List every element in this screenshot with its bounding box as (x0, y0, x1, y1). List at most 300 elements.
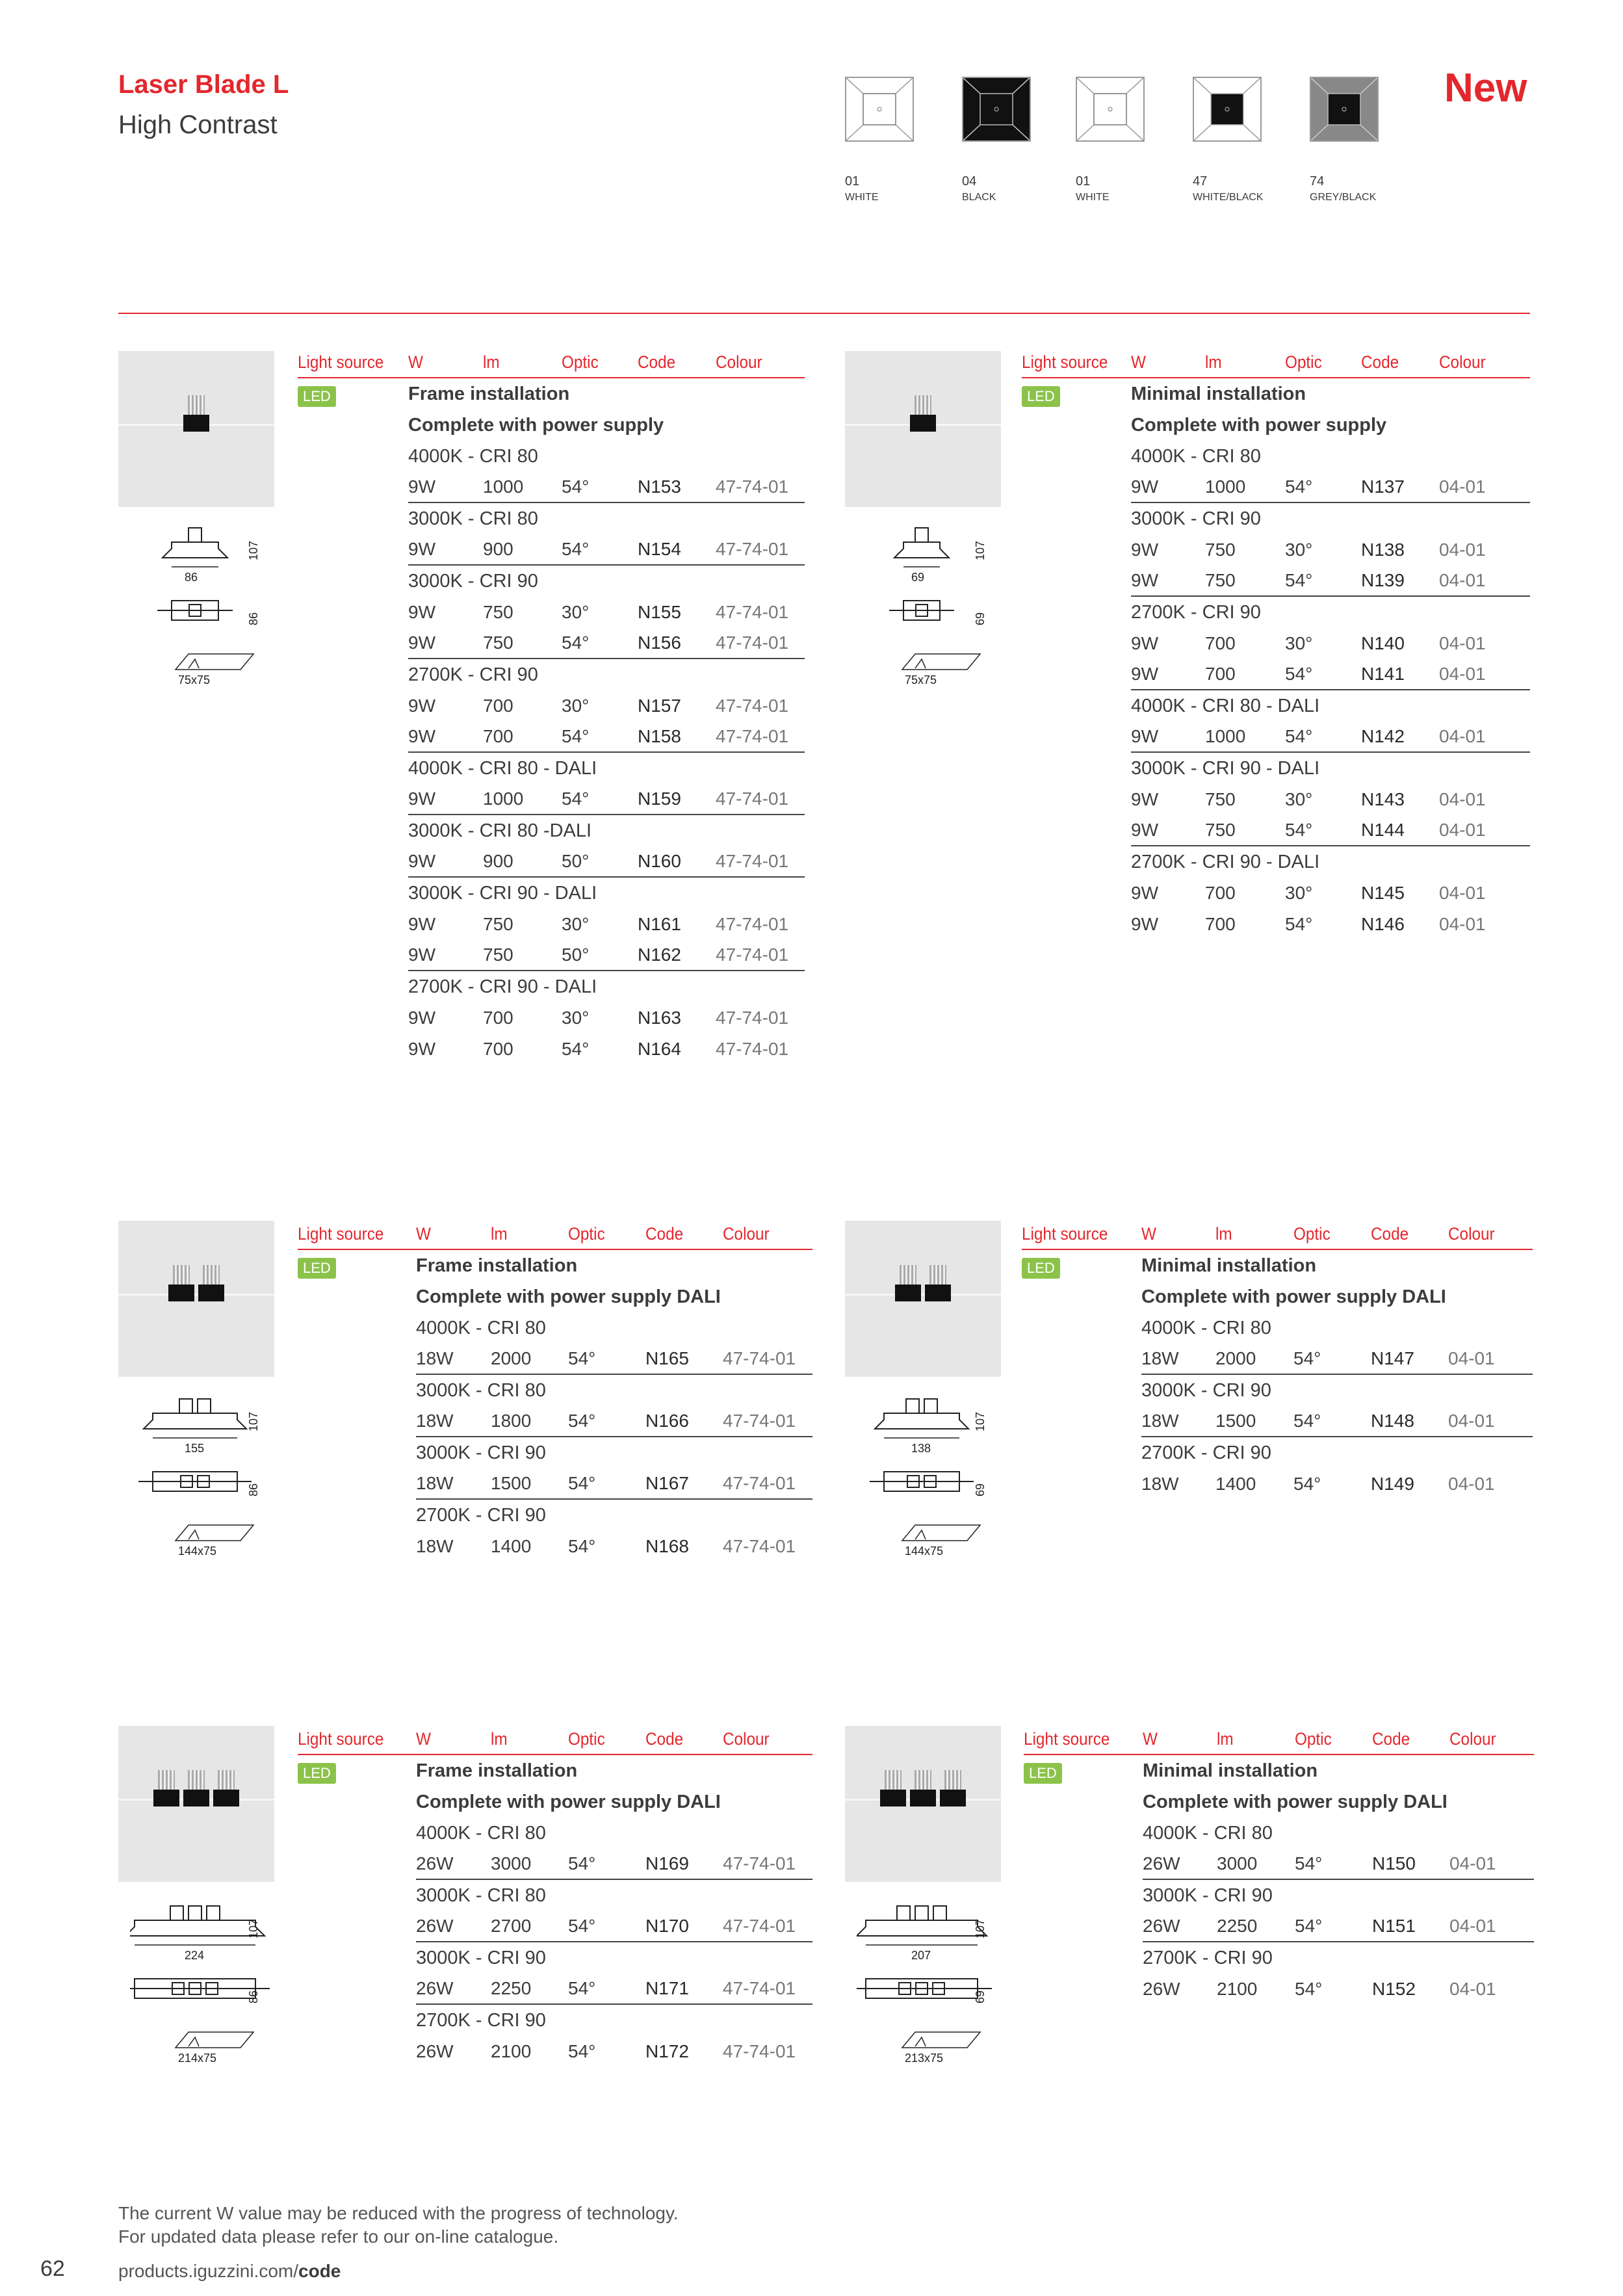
cell-colour: 04-01 (1439, 883, 1486, 903)
cell-optic: 54° (562, 633, 590, 653)
table-row (1131, 722, 1530, 753)
dimension-cutout: 213x75 (905, 2052, 944, 2065)
table-row (408, 846, 805, 878)
cell-optic: 54° (1295, 1916, 1323, 1936)
cell-code: N169 (645, 1853, 689, 1873)
header-light-source: Light source (298, 1224, 384, 1244)
table-row (1131, 659, 1530, 690)
temperature-label (1131, 441, 1530, 472)
fixture-image (895, 1265, 951, 1301)
table-row (1141, 1468, 1533, 1500)
cell-colour: 47-74-01 (716, 633, 789, 653)
header-colour: Colour (716, 352, 762, 372)
row-text: Frame installation (416, 1255, 578, 1276)
cell-lumen: 2000 (1215, 1348, 1256, 1368)
row-text: Frame installation (408, 383, 570, 404)
fixture-aperture (213, 1790, 239, 1807)
cell-colour: 47-74-01 (723, 1916, 796, 1936)
cell-code: N170 (645, 1916, 689, 1936)
grey-black-square-icon (1310, 77, 1379, 142)
cell-optic: 54° (1285, 914, 1313, 934)
cell-colour: 47-74-01 (723, 1473, 796, 1493)
header-lm: lm (1215, 1224, 1232, 1244)
cell-lumen: 1000 (1205, 476, 1246, 497)
dimension-height: 107 (974, 1918, 987, 1938)
cell-code: N168 (645, 1536, 689, 1556)
finish-number: 74 (1310, 174, 1325, 189)
fixture-heatsink (203, 1265, 220, 1285)
dimension-cutout: 75x75 (905, 673, 937, 686)
dimension-width: 207 (911, 1949, 931, 1962)
cell-code: N148 (1371, 1411, 1414, 1431)
cell-code: N154 (638, 539, 681, 559)
cell-watt: 18W (1141, 1411, 1179, 1431)
cell-lumen: 1400 (491, 1536, 532, 1556)
table-row (1143, 1974, 1534, 2005)
cell-watt: 18W (416, 1473, 454, 1493)
temperature-label (1143, 1942, 1534, 1974)
cell-watt: 9W (408, 726, 435, 746)
table-row (408, 597, 805, 628)
cell-colour: 04-01 (1439, 664, 1486, 684)
header-light-source: Light source (1022, 1224, 1108, 1244)
fixture-heatsink (173, 1265, 190, 1285)
dimension-height: 107 (247, 1411, 260, 1431)
cell-colour: 47-74-01 (723, 1348, 796, 1368)
table-row (408, 690, 805, 722)
fixture-aperture (198, 1285, 224, 1301)
header-w: W (1141, 1224, 1156, 1244)
table-row (408, 472, 805, 503)
fixture-aperture (910, 1790, 936, 1807)
dimension-drawing (130, 1398, 286, 1567)
temperature-label (416, 1818, 812, 1849)
header-w: W (408, 352, 423, 372)
header-light-source: Light source (298, 352, 384, 372)
row-text: 3000K - CRI 90 (1131, 508, 1261, 529)
row-text: 4000K - CRI 80 - DALI (408, 757, 597, 779)
cell-watt: 26W (416, 1853, 454, 1873)
cell-colour: 04-01 (1448, 1348, 1495, 1368)
cell-lumen: 1000 (1205, 726, 1246, 746)
table-header (1022, 352, 1530, 378)
cell-optic: 54° (568, 1473, 596, 1493)
table-row (408, 940, 805, 971)
temperature-label (408, 878, 805, 909)
row-text: Complete with power supply DALI (416, 1791, 721, 1812)
technical-drawings (857, 1905, 1013, 2074)
fixture-module (153, 1770, 179, 1807)
footer-note-line-1: The current W value may be reduced with the progress of technology. (118, 2203, 679, 2223)
cell-optic: 54° (562, 539, 590, 559)
cell-code: N138 (1361, 540, 1405, 560)
cell-lumen: 750 (1205, 570, 1236, 590)
table-header (298, 1224, 812, 1250)
row-text: 3000K - CRI 80 -DALI (408, 820, 592, 841)
cell-colour: 47-74-01 (716, 539, 789, 559)
cell-lumen: 2100 (1217, 1979, 1258, 1999)
header-colour: Colour (1449, 1729, 1496, 1749)
temperature-label (1141, 1375, 1533, 1406)
cell-colour: 47-74-01 (716, 602, 789, 622)
table-row (408, 534, 805, 566)
cell-colour: 47-74-01 (723, 1978, 796, 1998)
finish-number: 01 (845, 174, 860, 189)
cell-lumen: 750 (1205, 789, 1236, 809)
row-text: 2700K - CRI 90 (408, 664, 538, 685)
led-badge: LED (298, 386, 336, 407)
cell-optic: 54° (1285, 476, 1313, 497)
fixture-module (168, 1265, 194, 1301)
temperature-label (1131, 690, 1530, 722)
fixture-image (153, 1770, 239, 1807)
cell-colour: 47-74-01 (716, 789, 789, 809)
cell-watt: 9W (408, 1039, 435, 1059)
cell-optic: 30° (1285, 540, 1313, 560)
fixture-heatsink (915, 395, 931, 415)
product-title: Laser Blade L (118, 70, 289, 99)
cell-code: N167 (645, 1473, 689, 1493)
fixture-heatsink (158, 1770, 175, 1790)
section-label (408, 378, 805, 410)
fixture-aperture (925, 1285, 951, 1301)
temperature-label (1131, 503, 1530, 534)
cell-optic: 54° (1295, 1853, 1323, 1873)
cell-watt: 18W (416, 1536, 454, 1556)
row-text: Complete with power supply (408, 414, 664, 436)
cell-optic: 30° (562, 1008, 590, 1028)
fixture-aperture (880, 1790, 906, 1807)
dimension-height: 107 (974, 540, 987, 560)
cell-optic: 54° (1295, 1979, 1323, 1999)
product-photo (118, 351, 274, 507)
temperature-label (408, 971, 805, 1002)
fixture-image (910, 395, 936, 432)
table-row (408, 1002, 805, 1034)
cell-watt: 9W (1131, 883, 1158, 903)
table-row (1131, 472, 1530, 503)
cell-optic: 54° (1285, 570, 1313, 590)
fixture-heatsink (900, 1265, 916, 1285)
led-badge: LED (298, 1763, 336, 1784)
product-table (1022, 1224, 1533, 1500)
cell-watt: 9W (408, 696, 435, 716)
white-square-icon (1076, 77, 1145, 142)
temperature-label (408, 815, 805, 846)
row-text: Minimal installation (1143, 1760, 1318, 1781)
fixture-aperture (910, 415, 936, 432)
finish-name: WHITE/BLACK (1193, 192, 1264, 203)
black-square-icon (962, 77, 1031, 142)
fixture-heatsink (218, 1770, 235, 1790)
dimension-width: 224 (185, 1949, 205, 1962)
footer-url[interactable] (118, 2261, 341, 2282)
product-photo (845, 351, 1001, 507)
temperature-label (408, 503, 805, 534)
temperature-label (1131, 846, 1530, 878)
table-row (416, 2036, 812, 2067)
header-lm: lm (491, 1729, 508, 1749)
fixture-module (183, 395, 209, 432)
cell-colour: 04-01 (1439, 914, 1486, 934)
cell-optic: 54° (568, 2041, 596, 2061)
cell-watt: 9W (1131, 914, 1158, 934)
finish-number: 01 (1076, 174, 1091, 189)
section-label (1131, 410, 1530, 441)
dimension-face: 69 (974, 1990, 987, 2003)
row-text: 2700K - CRI 90 (1131, 601, 1261, 623)
row-text: 2700K - CRI 90 - DALI (1131, 851, 1320, 872)
finish-name: BLACK (962, 192, 996, 203)
header-colour: Colour (1439, 352, 1486, 372)
temperature-label (416, 1312, 812, 1344)
cell-lumen: 750 (483, 633, 513, 653)
cell-optic: 54° (1293, 1411, 1321, 1431)
cell-lumen: 1500 (491, 1473, 532, 1493)
cell-optic: 50° (562, 851, 590, 871)
table-row (416, 1344, 812, 1375)
cell-optic: 30° (1285, 883, 1313, 903)
temperature-label (1141, 1437, 1533, 1468)
row-text: 2700K - CRI 90 - DALI (408, 976, 597, 997)
finish-name: GREY/BLACK (1310, 192, 1377, 203)
cell-lumen: 1800 (491, 1411, 532, 1431)
dimension-drawing (130, 527, 286, 696)
cell-optic: 54° (568, 1411, 596, 1431)
dimension-width: 86 (185, 571, 198, 584)
cell-watt: 9W (408, 476, 435, 497)
row-text: 3000K - CRI 80 (408, 508, 538, 529)
header-optic: Optic (1293, 1224, 1331, 1244)
row-text: 3000K - CRI 90 (416, 1947, 546, 1968)
fixture-heatsink (885, 1770, 902, 1790)
table-row (416, 1849, 812, 1880)
fixture-module (183, 1770, 209, 1807)
cell-colour: 04-01 (1439, 540, 1486, 560)
cell-code: N164 (638, 1039, 681, 1059)
section-label (1141, 1281, 1533, 1312)
fixture-module (895, 1265, 921, 1301)
cell-optic: 30° (1285, 633, 1313, 653)
cell-code: N140 (1361, 633, 1405, 653)
temperature-label (1131, 597, 1530, 628)
temperature-label (408, 566, 805, 597)
cell-optic: 54° (562, 1039, 590, 1059)
cell-lumen: 3000 (491, 1853, 532, 1873)
row-text: Minimal installation (1141, 1255, 1317, 1276)
row-text: 4000K - CRI 80 (408, 445, 538, 467)
dimension-drawing (857, 1398, 1013, 1567)
cell-code: N163 (638, 1008, 681, 1028)
cell-watt: 18W (416, 1348, 454, 1368)
product-table (1024, 1729, 1534, 2005)
section-label (1131, 378, 1530, 410)
header-w: W (1143, 1729, 1158, 1749)
cell-optic: 30° (562, 914, 590, 934)
cell-watt: 9W (408, 945, 435, 965)
row-text: 3000K - CRI 90 (1141, 1379, 1271, 1401)
header-code: Code (1371, 1224, 1409, 1244)
cell-colour: 04-01 (1448, 1474, 1495, 1494)
row-text: 3000K - CRI 90 (416, 1442, 546, 1463)
cell-lumen: 700 (1205, 914, 1236, 934)
dimension-cutout: 144x75 (178, 1545, 217, 1558)
cell-colour: 47-74-01 (716, 1008, 789, 1028)
cell-optic: 54° (568, 1916, 596, 1936)
cell-lumen: 750 (483, 945, 513, 965)
cell-colour: 47-74-01 (723, 1536, 796, 1556)
dimension-face: 69 (974, 612, 987, 625)
cell-watt: 9W (1131, 726, 1158, 746)
table-row (408, 722, 805, 753)
row-text: 2700K - CRI 90 (416, 1504, 546, 1526)
table-row (416, 1406, 812, 1437)
dimension-drawing (857, 1905, 1013, 2074)
cell-lumen: 750 (483, 914, 513, 934)
fixture-module (910, 1770, 936, 1807)
fixture-module (925, 1265, 951, 1301)
finish-swatch (845, 77, 962, 203)
temperature-label (408, 753, 805, 784)
dimension-cutout: 144x75 (905, 1545, 944, 1558)
header-code: Code (638, 352, 676, 372)
row-text: 4000K - CRI 80 (1143, 1822, 1273, 1844)
product-table (1022, 352, 1530, 940)
table-row (416, 1911, 812, 1942)
product-photo (118, 1221, 274, 1377)
table-row (1143, 1911, 1534, 1942)
header-colour: Colour (1448, 1224, 1495, 1244)
footer-note (118, 2202, 679, 2249)
cell-watt: 18W (416, 1411, 454, 1431)
header-code: Code (1361, 352, 1399, 372)
technical-drawings (857, 1398, 1013, 1567)
header-divider (118, 313, 1530, 314)
section-label (408, 410, 805, 441)
cell-code: N137 (1361, 476, 1405, 497)
row-text: 3000K - CRI 80 (416, 1885, 546, 1906)
header-code: Code (1372, 1729, 1410, 1749)
cell-colour: 47-74-01 (716, 1039, 789, 1059)
temperature-label (416, 2005, 812, 2036)
cell-optic: 54° (1293, 1348, 1321, 1368)
dimension-height: 107 (247, 540, 260, 560)
dimension-face: 86 (247, 1483, 260, 1496)
cell-colour: 47-74-01 (723, 1411, 796, 1431)
cell-code: N171 (645, 1978, 689, 1998)
cell-colour: 47-74-01 (723, 2041, 796, 2061)
dimension-face: 86 (247, 1990, 260, 2003)
cell-watt: 26W (416, 1978, 454, 1998)
footer-url-code: code (298, 2261, 341, 2281)
cell-code: N162 (638, 945, 681, 965)
cell-code: N149 (1371, 1474, 1414, 1494)
fixture-aperture (183, 415, 209, 432)
section-label (1143, 1755, 1534, 1786)
cell-optic: 30° (1285, 789, 1313, 809)
row-text: 2700K - CRI 90 (416, 2009, 546, 2031)
cell-lumen: 750 (1205, 540, 1236, 560)
cell-optic: 30° (562, 696, 590, 716)
dimension-width: 138 (911, 1442, 931, 1455)
table-row (1141, 1344, 1533, 1375)
table-row (1143, 1849, 1534, 1880)
finish-swatch (1193, 77, 1310, 203)
fixture-heatsink (929, 1265, 946, 1285)
cell-code: N166 (645, 1411, 689, 1431)
header-lm: lm (1217, 1729, 1234, 1749)
section-label (1143, 1786, 1534, 1818)
cell-code: N165 (645, 1348, 689, 1368)
cell-watt: 26W (1143, 1979, 1180, 1999)
cell-watt: 9W (408, 789, 435, 809)
product-photo (845, 1726, 1001, 1882)
cell-watt: 9W (1131, 664, 1158, 684)
temperature-label (1143, 1818, 1534, 1849)
cell-code: N147 (1371, 1348, 1414, 1368)
table-row (1141, 1406, 1533, 1437)
fixture-module (940, 1770, 966, 1807)
fixture-image (168, 1265, 224, 1301)
table-row (408, 1034, 805, 1065)
cell-lumen: 700 (483, 1039, 513, 1059)
table-row (416, 1531, 812, 1562)
dimension-cutout: 75x75 (178, 673, 211, 686)
cell-code: N159 (638, 789, 681, 809)
fixture-module (880, 1770, 906, 1807)
product-photo (845, 1221, 1001, 1377)
cell-lumen: 700 (483, 696, 513, 716)
header-w: W (416, 1224, 431, 1244)
header-optic: Optic (568, 1224, 605, 1244)
temperature-label (416, 1880, 812, 1911)
row-text: Minimal installation (1131, 383, 1306, 404)
cell-code: N155 (638, 602, 681, 622)
temperature-label (408, 659, 805, 690)
table-row (408, 784, 805, 815)
page-number: 62 (40, 2256, 65, 2281)
cell-code: N172 (645, 2041, 689, 2061)
cell-lumen: 750 (483, 602, 513, 622)
product-photo (118, 1726, 274, 1882)
cell-watt: 9W (1131, 633, 1158, 653)
header-w: W (416, 1729, 431, 1749)
header-w: W (1131, 352, 1146, 372)
cell-colour: 47-74-01 (716, 696, 789, 716)
cell-colour: 47-74-01 (716, 476, 789, 497)
fixture-module (910, 395, 936, 432)
header-colour: Colour (723, 1224, 770, 1244)
technical-drawings (130, 1398, 286, 1567)
dimension-drawing (130, 1905, 286, 2074)
table-row (1131, 628, 1530, 659)
cell-lumen: 1000 (483, 789, 524, 809)
temperature-label (416, 1375, 812, 1406)
cell-code: N144 (1361, 820, 1405, 840)
finish-swatch (962, 77, 1079, 203)
dimension-face: 86 (247, 612, 260, 625)
cell-watt: 9W (408, 851, 435, 871)
dimension-height: 107 (974, 1411, 987, 1431)
row-text: 4000K - CRI 80 (1141, 1317, 1271, 1338)
fixture-heatsink (915, 1770, 931, 1790)
cell-colour: 04-01 (1448, 1411, 1495, 1431)
row-text: 2700K - CRI 90 (1143, 1947, 1273, 1968)
cell-code: N152 (1372, 1979, 1416, 1999)
cell-lumen: 700 (483, 726, 513, 746)
table-row (416, 1974, 812, 2005)
temperature-label (408, 441, 805, 472)
